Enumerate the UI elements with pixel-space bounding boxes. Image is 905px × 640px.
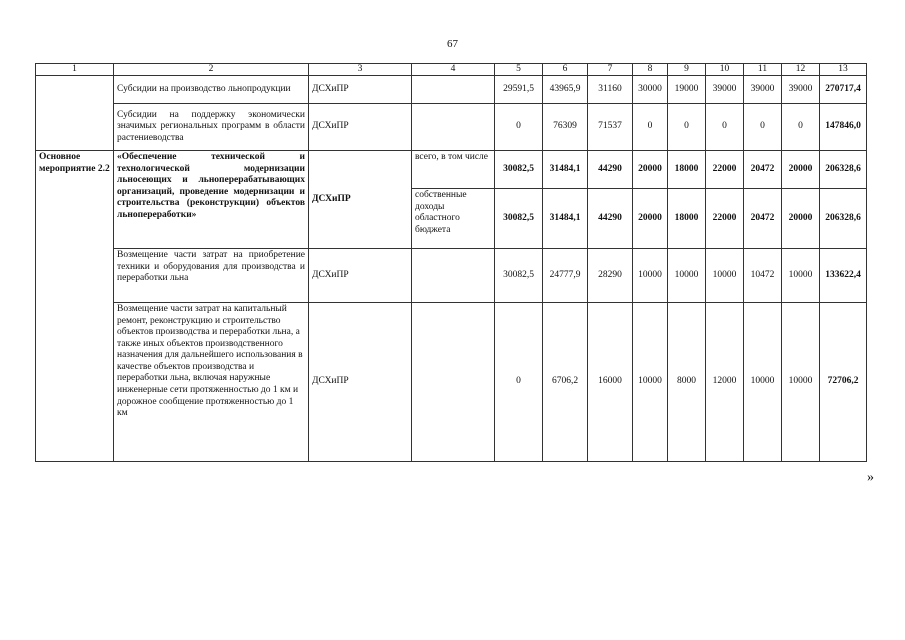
value-cell: 0: [495, 104, 543, 151]
value-cell: 20472: [744, 151, 782, 189]
total-cell: 72706,2: [820, 303, 867, 462]
source-cell: всего, в том числе: [412, 151, 495, 189]
value-cell: 19000: [668, 76, 706, 104]
value-cell: 12000: [706, 303, 744, 462]
value-cell: 30082,5: [495, 249, 543, 303]
value-cell: 0: [706, 104, 744, 151]
row-name: Возмещение части затрат на капитальный ремонт, реконструкцию и строительство объектов производства и переработки льна, а также иных объектов производственного назначения для дальнейшего использования в качестве объектов производства и переработки льна, включая наружные инженерные сети протяженностью до 1 км и дорожное сообщение протяженностью до 1 км: [114, 303, 309, 462]
column-header: 2: [114, 64, 309, 76]
value-cell: 0: [782, 104, 820, 151]
column-header: 13: [820, 64, 867, 76]
column-header: 5: [495, 64, 543, 76]
executor-cell: ДСХиПР: [309, 104, 412, 151]
executor-cell: ДСХиПР: [309, 249, 412, 303]
value-cell: 10472: [744, 249, 782, 303]
value-cell: 10000: [782, 303, 820, 462]
table-row: [36, 303, 867, 462]
value-cell: 22000: [706, 151, 744, 189]
row-name: Субсидии на производство льнопродукции: [114, 76, 309, 104]
column-number-row: [36, 64, 867, 76]
total-cell: 270717,4: [820, 76, 867, 104]
value-cell: 44290: [588, 151, 633, 189]
value-cell: 39000: [782, 76, 820, 104]
empty-cell: [36, 76, 114, 151]
source-cell: [412, 249, 495, 303]
value-cell: 71537: [588, 104, 633, 151]
executor-cell: ДСХиПР: [309, 76, 412, 104]
value-cell: 0: [744, 104, 782, 151]
value-cell: 10000: [633, 303, 668, 462]
column-header: 3: [309, 64, 412, 76]
total-cell: 147846,0: [820, 104, 867, 151]
value-cell: 20000: [633, 151, 668, 189]
column-header: 11: [744, 64, 782, 76]
value-cell: 6706,2: [543, 303, 588, 462]
column-header: 4: [412, 64, 495, 76]
value-cell: 39000: [706, 76, 744, 104]
value-cell: 31484,1: [543, 189, 588, 249]
value-cell: 10000: [744, 303, 782, 462]
activity-label: Основное мероприятие 2.2: [36, 151, 114, 462]
source-cell: собственные доходы областного бюджета: [412, 189, 495, 249]
total-cell: 206328,6: [820, 151, 867, 189]
value-cell: 28290: [588, 249, 633, 303]
value-cell: 10000: [782, 249, 820, 303]
total-cell: 206328,6: [820, 189, 867, 249]
value-cell: 31484,1: [543, 151, 588, 189]
value-cell: 0: [495, 303, 543, 462]
value-cell: 39000: [744, 76, 782, 104]
activity-name: «Обеспечение технической и технологической модернизации льносеющих и льноперерабатывающих организаций, проведение модернизации и строительства (реконструкции) объектов льнопереработки»: [114, 151, 309, 249]
row-name: Возмещение части затрат на приобретение техники и оборудования для производства и переработки льна: [114, 249, 309, 303]
value-cell: 0: [633, 104, 668, 151]
source-cell: [412, 303, 495, 462]
value-cell: 10000: [706, 249, 744, 303]
value-cell: 22000: [706, 189, 744, 249]
column-header: 6: [543, 64, 588, 76]
value-cell: 20000: [782, 189, 820, 249]
value-cell: 31160: [588, 76, 633, 104]
value-cell: 24777,9: [543, 249, 588, 303]
column-header: 9: [668, 64, 706, 76]
table-row: [36, 104, 867, 151]
table-row: [36, 151, 867, 189]
column-header: 8: [633, 64, 668, 76]
value-cell: 10000: [633, 249, 668, 303]
source-cell: [412, 104, 495, 151]
value-cell: 76309: [543, 104, 588, 151]
value-cell: 8000: [668, 303, 706, 462]
table-row: [36, 76, 867, 104]
value-cell: 20000: [633, 189, 668, 249]
value-cell: 20000: [782, 151, 820, 189]
value-cell: 20472: [744, 189, 782, 249]
column-header: 10: [706, 64, 744, 76]
column-header: 7: [588, 64, 633, 76]
table-row: [36, 249, 867, 303]
value-cell: 30082,5: [495, 151, 543, 189]
value-cell: 29591,5: [495, 76, 543, 104]
value-cell: 0: [668, 104, 706, 151]
value-cell: 30000: [633, 76, 668, 104]
value-cell: 18000: [668, 189, 706, 249]
total-cell: 133622,4: [820, 249, 867, 303]
value-cell: 30082,5: [495, 189, 543, 249]
closing-quote-mark: »: [867, 470, 874, 485]
program-table: [35, 63, 867, 462]
value-cell: 18000: [668, 151, 706, 189]
value-cell: 10000: [668, 249, 706, 303]
column-header: 12: [782, 64, 820, 76]
page-number: 67: [447, 38, 458, 50]
source-cell: [412, 76, 495, 104]
value-cell: 44290: [588, 189, 633, 249]
row-name: Субсидии на поддержку экономически значимых региональных программ в области растениеводства: [114, 104, 309, 151]
executor-cell: ДСХиПР: [309, 151, 412, 249]
value-cell: 16000: [588, 303, 633, 462]
executor-cell: ДСХиПР: [309, 303, 412, 462]
column-header: 1: [36, 64, 114, 76]
value-cell: 43965,9: [543, 76, 588, 104]
